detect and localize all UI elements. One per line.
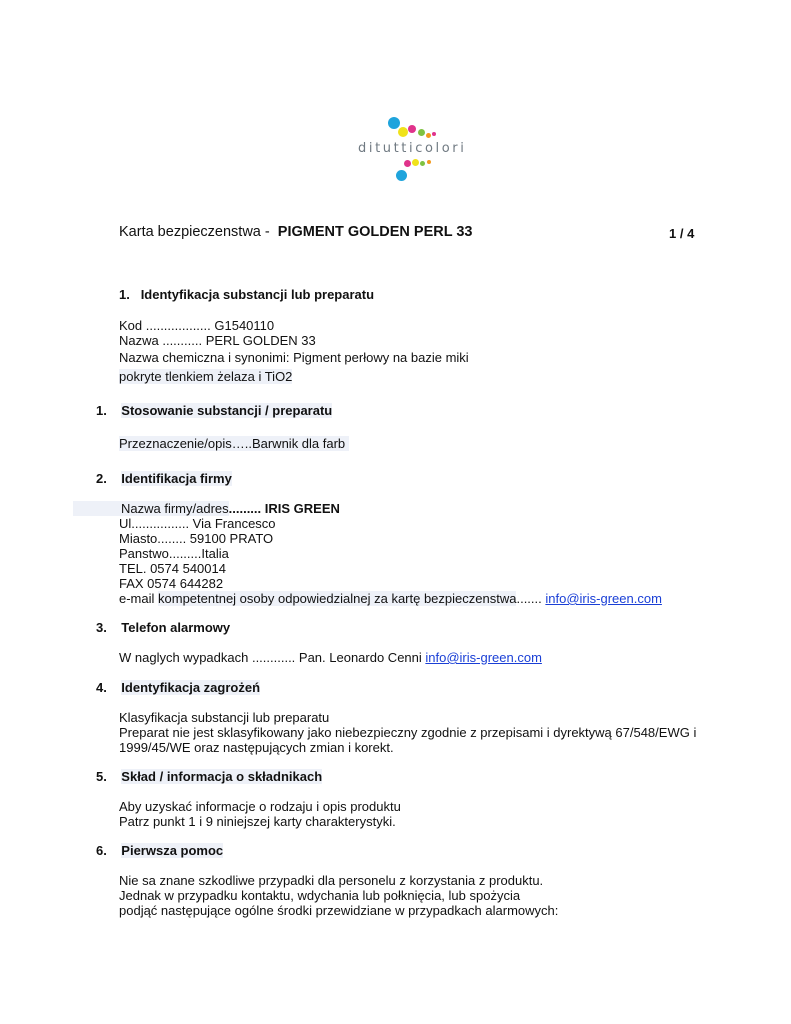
street-line: Ul................ Via Francesco (119, 516, 276, 531)
first-aid-line-3: podjąć następujące ogólne środki przewidziane w przypadkach alarmowych: (119, 903, 559, 918)
section-5-heading: 4. Identyfikacja zagrożeń (96, 680, 261, 695)
section-3-heading: 2. Identifikacja firmy (96, 471, 232, 486)
document-title: Karta bezpieczenstwa - PIGMENT GOLDEN PERL 33 (119, 224, 473, 240)
logo-dot-yellow-low (412, 159, 419, 166)
logo-dot-small (432, 132, 436, 136)
logo-dot-orange-low (427, 160, 431, 164)
logo-dot-cyan-low (396, 170, 407, 181)
section-7-heading: 6. Pierwsza pomoc (96, 843, 224, 858)
email-link[interactable]: info@iris-green.com (545, 591, 662, 606)
emergency-line: W naglych wypadkach ............ Pan. Leonardo Cenni info@iris-green.com (119, 650, 542, 665)
logo-dot-green (418, 129, 425, 136)
hazard-line-3: 1999/45/WE oraz następujących zmian i korekt. (119, 740, 394, 755)
nazwa-line: Nazwa ........... PERL GOLDEN 33 (119, 333, 316, 348)
composition-line-1: Aby uzyskać informacje o rodzaju i opis produktu (119, 799, 401, 814)
section-2-heading: 1. Stosowanie substancji / preparatu (96, 403, 333, 418)
hazard-line-2: Preparat nie jest sklasyfikowany jako niebezpieczny zgodnie z przepisami i dyrektywą 67/548/EWG i (119, 725, 697, 740)
logo-dot-magenta (408, 125, 416, 133)
company-name-value: ......... IRIS GREEN (228, 501, 340, 516)
city-line: Miasto........ 59100 PRATO (119, 531, 274, 546)
country-line: Panstwo.........Italia (119, 546, 229, 561)
usage-line: Przeznaczenie/opis…..Barwnik dla farb (119, 436, 349, 451)
logo-dot-green-low (420, 161, 425, 166)
company-name-line (73, 501, 340, 516)
fax-line: FAX 0574 644282 (119, 576, 224, 591)
page-number: 1 / 4 (669, 226, 695, 241)
logo-dot-cyan (388, 117, 400, 129)
emergency-email-link[interactable]: info@iris-green.com (425, 650, 542, 665)
composition-line-2: Patrz punkt 1 i 9 niniejszej karty charakterystyki. (119, 814, 396, 829)
logo-dot-magenta-low (404, 160, 411, 167)
company-name-label: Nazwa firmy/adres (73, 501, 229, 516)
company-logo (352, 113, 482, 188)
section-1-heading: 1. Identyfikacja substancji lub preparatu (119, 287, 375, 302)
chem-name-line-1: Nazwa chemiczna i synonimi: Pigment perłowy na bazie miki (119, 350, 469, 365)
logo-text: ditutticolori (358, 141, 467, 156)
kod-line: Kod .................. G1540110 (119, 318, 275, 333)
section-6-heading: 5. Skład / informacja o składnikach (96, 769, 323, 784)
email-line: e-mail kompetentnej osoby odpowiedzialnej za kartę bezpieczenstwa....... info@iris-green.com (119, 591, 662, 606)
first-aid-line-2: Jednak w przypadku kontaktu, wdychania lub połknięcia, lub spożycia (119, 888, 521, 903)
chem-name-line-2: pokryte tlenkiem żelaza i TiO2 (119, 369, 293, 384)
first-aid-line-1: Nie sa znane szkodliwe przypadki dla personelu z korzystania z produktu. (119, 873, 544, 888)
tel-line: TEL. 0574 540014 (119, 561, 226, 576)
section-4-heading: 3. Telefon alarmowy (96, 620, 231, 635)
hazard-line-1: Klasyfikacja substancji lub preparatu (119, 710, 330, 725)
logo-dot-yellow (398, 127, 408, 137)
logo-dot-orange (426, 133, 431, 138)
